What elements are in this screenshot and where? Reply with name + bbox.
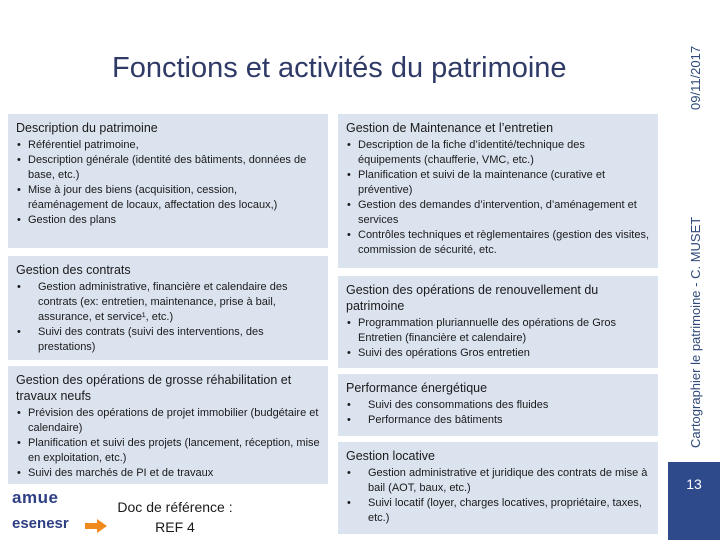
list-item: • Planification et suivi de la maintenance (curative et préventive) xyxy=(346,168,650,198)
box-contrats xyxy=(8,256,328,360)
box-maintenance xyxy=(338,114,658,268)
box-heading: Gestion des opérations de renouvellement du patrimoine xyxy=(346,283,599,313)
list-item: • Gestion des demandes d’intervention, d’aménagement et services xyxy=(346,198,650,228)
list-item: • Gestion des plans xyxy=(16,213,320,228)
list-item: • Suivi des contrats (suivi des interventions, des prestations) xyxy=(16,325,320,355)
list-item: • Programmation pluriannuelle des opérations de Gros Entretien (financière et calendaire) xyxy=(346,316,650,346)
box-heading: Description du patrimoine xyxy=(16,121,158,135)
list-item: • Gestion administrative, financière et calendaire des contrats (ex: entretien, maintenance, prise à bail, assurance, et service¹, etc.) xyxy=(16,280,320,325)
box-heading: Gestion des opérations de grosse réhabilitation et travaux neufs xyxy=(16,373,292,403)
list-item: • Description générale (identité des bâtiments, données de base, etc.) xyxy=(16,153,320,183)
bullet-list xyxy=(346,466,650,526)
list-item: • Suivi des consommations des fluides xyxy=(346,398,650,413)
list-item: • Mise à jour des biens (acquisition, cession, réaménagement de locaux, affectation des locaux,) xyxy=(16,183,320,213)
author-label: Cartographier le patrimoine - C. MUSET xyxy=(688,216,703,448)
bullet-list xyxy=(16,280,320,355)
list-item: • Description de la fiche d’identité/technique des équipements (chaufferie, VMC, etc.) xyxy=(346,138,650,168)
date-label: 09/11/2017 xyxy=(688,45,703,110)
box-description xyxy=(8,114,328,248)
box-rehab xyxy=(8,366,328,484)
bullet-list xyxy=(346,316,650,361)
page-number: 13 xyxy=(668,462,720,540)
list-item: • Prévision des opérations de projet immobilier (budgétaire et calendaire) xyxy=(16,406,320,436)
page-title: Fonctions et activités du patrimoine xyxy=(112,52,567,84)
box-heading: Gestion des contrats xyxy=(16,263,131,277)
list-item: • Planification et suivi des projets (lancement, réception, mise en exploitation, etc.) xyxy=(16,436,320,466)
box-heading: Gestion de Maintenance et l’entretien xyxy=(346,121,554,135)
list-item: • Contrôles techniques et règlementaires (gestion des visites, commission de sécurité, etc. xyxy=(346,228,650,258)
box-heading: Gestion locative xyxy=(346,449,435,463)
bullet-list xyxy=(346,138,650,258)
box-heading: Performance énergétique xyxy=(346,381,488,395)
list-item: • Référentiel patrimoine, xyxy=(16,138,320,153)
box-renouvellement xyxy=(338,276,658,368)
bullet-list xyxy=(16,406,320,481)
list-item: • Performance des bâtiments xyxy=(346,413,650,428)
esenesr-logo: esenesr xyxy=(12,515,69,532)
reference-line1: Doc de référence : xyxy=(117,499,233,515)
bullet-list xyxy=(346,398,650,428)
bullet-list xyxy=(16,138,320,228)
amue-logo: amue xyxy=(12,488,59,507)
list-item: • Gestion administrative et juridique des contrats de mise à bail (AOT, baux, etc.) xyxy=(346,466,650,496)
box-locative xyxy=(338,442,658,534)
reference-note xyxy=(100,497,250,537)
list-item: • Suivi locatif (loyer, charges locatives, propriétaire, taxes, etc.) xyxy=(346,496,650,526)
list-item: • Suivi des opérations Gros entretien xyxy=(346,346,650,361)
reference-line2: REF 4 xyxy=(155,519,195,535)
box-energie xyxy=(338,374,658,436)
list-item: • Suivi des marchés de PI et de travaux xyxy=(16,466,320,481)
